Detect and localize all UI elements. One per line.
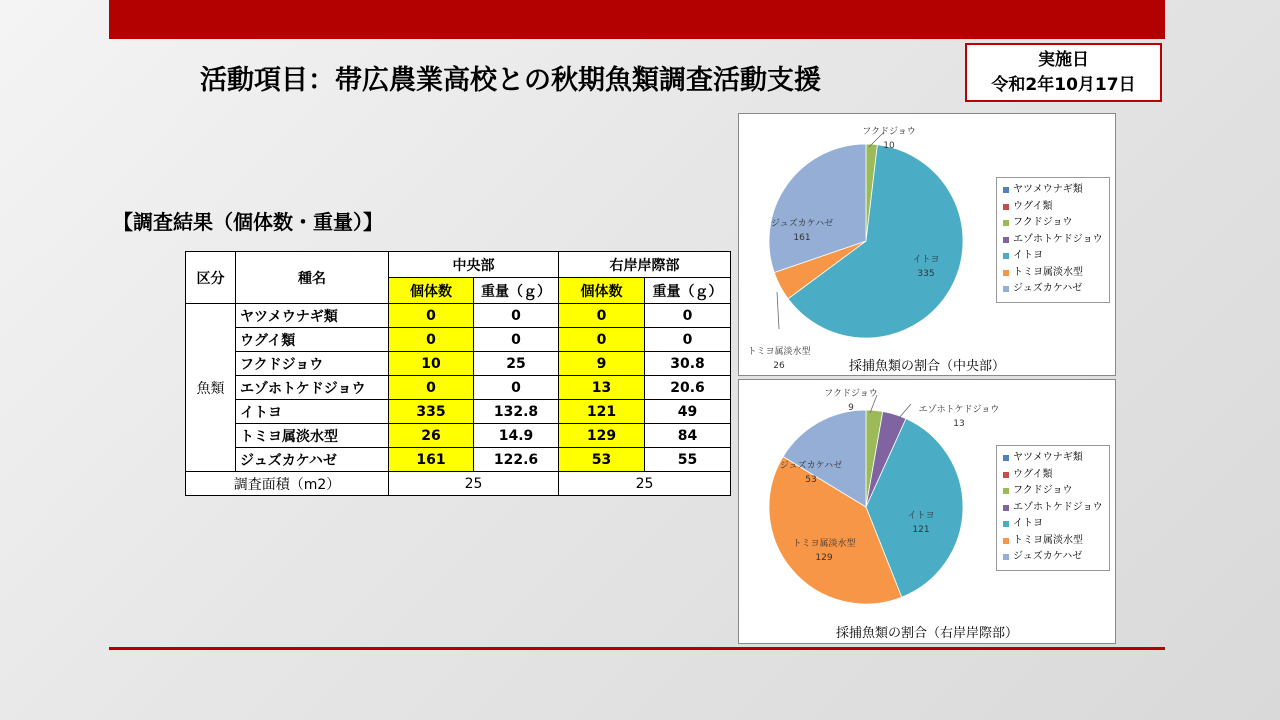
legend-label: エゾホトケドジョウ	[1013, 233, 1103, 245]
right-weight-cell: 0	[645, 304, 731, 328]
data-label-value: 121	[912, 525, 930, 535]
legend-right-bank	[996, 445, 1110, 571]
central-weight-cell: 25	[474, 352, 559, 376]
table-row	[186, 304, 731, 328]
right-weight-cell: 49	[645, 400, 731, 424]
data-label-name: ジュズカケハゼ	[779, 461, 843, 471]
legend-item	[1003, 182, 1103, 199]
central-weight-cell: 132.8	[474, 400, 559, 424]
legend-label: トミヨ属淡水型	[1013, 266, 1083, 278]
area-row	[186, 472, 731, 496]
subheader-central-count: 個体数	[389, 278, 474, 304]
slide-title: 活動項目：帯広農業高校との秋期魚類調査活動支援	[200, 65, 821, 96]
legend-label: トミヨ属淡水型	[1013, 534, 1083, 546]
right-weight-cell: 84	[645, 424, 731, 448]
legend-swatch	[1003, 554, 1009, 560]
table-row	[186, 424, 731, 448]
legend-item	[1003, 483, 1103, 500]
section-heading: 【調査結果（個体数・重量）】	[113, 210, 383, 234]
legend-swatch	[1003, 488, 1009, 494]
table-row	[186, 376, 731, 400]
legend-swatch	[1003, 286, 1009, 292]
central-count-cell: 26	[389, 424, 474, 448]
data-label-name: イトヨ	[912, 255, 940, 265]
table-header-row	[186, 252, 731, 278]
central-weight-cell: 0	[474, 328, 559, 352]
leader-line	[777, 292, 779, 329]
legend-label: ジュズカケハゼ	[1013, 283, 1083, 294]
right-count-cell: 9	[559, 352, 645, 376]
species-cell: イトヨ	[236, 400, 389, 424]
results-table	[185, 251, 731, 496]
central-count-cell: 0	[389, 328, 474, 352]
right-count-cell: 121	[559, 400, 645, 424]
right-count-cell: 0	[559, 328, 645, 352]
legend-item	[1003, 248, 1103, 265]
chart-title-right-bank: 採捕魚類の割合（右岸岸際部）	[835, 626, 1018, 641]
central-weight-cell: 0	[474, 304, 559, 328]
legend-swatch	[1003, 472, 1009, 478]
legend-swatch	[1003, 521, 1009, 527]
legend-item	[1003, 232, 1103, 249]
species-cell: ヤツメウナギ類	[236, 304, 389, 328]
table-row	[186, 352, 731, 376]
central-count-cell: 161	[389, 448, 474, 472]
data-label-name: エゾホトケドジョウ	[918, 405, 1000, 415]
right-count-cell: 13	[559, 376, 645, 400]
data-label-value: 26	[773, 361, 785, 371]
legend-swatch	[1003, 187, 1009, 193]
subheader-right-weight: 重量（ｇ）	[645, 278, 731, 304]
right-weight-cell: 20.6	[645, 376, 731, 400]
data-label-name: イトヨ	[907, 511, 935, 521]
header-right-bank: 右岸岸際部	[559, 252, 731, 278]
legend-item	[1003, 215, 1103, 232]
legend-item	[1003, 265, 1103, 282]
legend-label: イトヨ	[1013, 250, 1043, 261]
table-row	[186, 400, 731, 424]
legend-label: ヤツメウナギ類	[1013, 184, 1083, 195]
legend-item	[1003, 199, 1103, 216]
legend-label: フクドジョウ	[1013, 217, 1073, 228]
legend-label: イトヨ	[1013, 518, 1043, 529]
legend-swatch	[1003, 538, 1009, 544]
header-species: 種名	[236, 252, 389, 304]
legend-item	[1003, 450, 1103, 467]
data-label-value: 13	[953, 419, 965, 429]
category-cell: 魚類	[186, 304, 236, 472]
central-count-cell: 0	[389, 304, 474, 328]
central-weight-cell: 122.6	[474, 448, 559, 472]
legend-swatch	[1003, 270, 1009, 276]
data-label-value: 129	[815, 553, 833, 563]
data-label-value: 9	[848, 403, 854, 413]
legend-central	[996, 177, 1110, 303]
header-category: 区分	[186, 252, 236, 304]
date-label: 実施日	[1038, 49, 1089, 70]
data-label-value: 53	[805, 475, 817, 485]
chart-title-central: 採捕魚類の割合（中央部）	[848, 359, 1005, 374]
table-row	[186, 448, 731, 472]
subheader-right-count: 個体数	[559, 278, 645, 304]
right-count-cell: 53	[559, 448, 645, 472]
legend-swatch	[1003, 237, 1009, 243]
legend-swatch	[1003, 455, 1009, 461]
data-label-value: 161	[793, 233, 811, 243]
legend-label: ウグイ類	[1013, 200, 1053, 212]
legend-label: フクドジョウ	[1013, 485, 1073, 496]
legend-item	[1003, 516, 1103, 533]
species-cell: フクドジョウ	[236, 352, 389, 376]
legend-label: ジュズカケハゼ	[1013, 551, 1083, 562]
legend-swatch	[1003, 505, 1009, 511]
legend-label: ヤツメウナギ類	[1013, 452, 1083, 463]
legend-item	[1003, 500, 1103, 517]
central-count-cell: 335	[389, 400, 474, 424]
area-label-cell: 調査面積（m2）	[186, 472, 389, 496]
legend-swatch	[1003, 253, 1009, 259]
central-count-cell: 10	[389, 352, 474, 376]
legend-item	[1003, 281, 1103, 298]
central-count-cell: 0	[389, 376, 474, 400]
data-label-name: フクドジョウ	[824, 389, 878, 399]
data-label-value: 10	[883, 141, 895, 151]
legend-item	[1003, 549, 1103, 566]
central-weight-cell: 14.9	[474, 424, 559, 448]
area-central-cell: 25	[389, 472, 559, 496]
data-label-name: フクドジョウ	[862, 127, 916, 137]
legend-swatch	[1003, 220, 1009, 226]
legend-item	[1003, 467, 1103, 484]
area-right-cell: 25	[559, 472, 731, 496]
right-count-cell: 0	[559, 304, 645, 328]
top-accent-bar	[109, 0, 1165, 39]
legend-item	[1003, 533, 1103, 550]
right-weight-cell: 0	[645, 328, 731, 352]
data-label-name: トミヨ属淡水型	[747, 347, 811, 357]
legend-label: エゾホトケドジョウ	[1013, 501, 1103, 513]
species-cell: ジュズカケハゼ	[236, 448, 389, 472]
data-label-name: トミヨ属淡水型	[792, 539, 856, 549]
table-row	[186, 328, 731, 352]
right-weight-cell: 30.8	[645, 352, 731, 376]
data-label-name: ジュズカケハゼ	[770, 219, 834, 229]
species-cell: エゾホトケドジョウ	[236, 376, 389, 400]
header-central: 中央部	[389, 252, 559, 278]
date-box	[965, 43, 1162, 102]
legend-swatch	[1003, 204, 1009, 210]
legend-label: ウグイ類	[1013, 468, 1053, 480]
right-weight-cell: 55	[645, 448, 731, 472]
date-value: 令和2年10月17日	[991, 74, 1136, 95]
pie-chart-right-bank	[738, 379, 1116, 644]
pie-chart-central	[738, 113, 1116, 376]
subheader-central-weight: 重量（ｇ）	[474, 278, 559, 304]
species-cell: トミヨ属淡水型	[236, 424, 389, 448]
right-count-cell: 129	[559, 424, 645, 448]
leader-line	[899, 404, 911, 418]
central-weight-cell: 0	[474, 376, 559, 400]
species-cell: ウグイ類	[236, 328, 389, 352]
bottom-accent-line	[109, 647, 1165, 650]
data-label-value: 335	[917, 269, 935, 279]
